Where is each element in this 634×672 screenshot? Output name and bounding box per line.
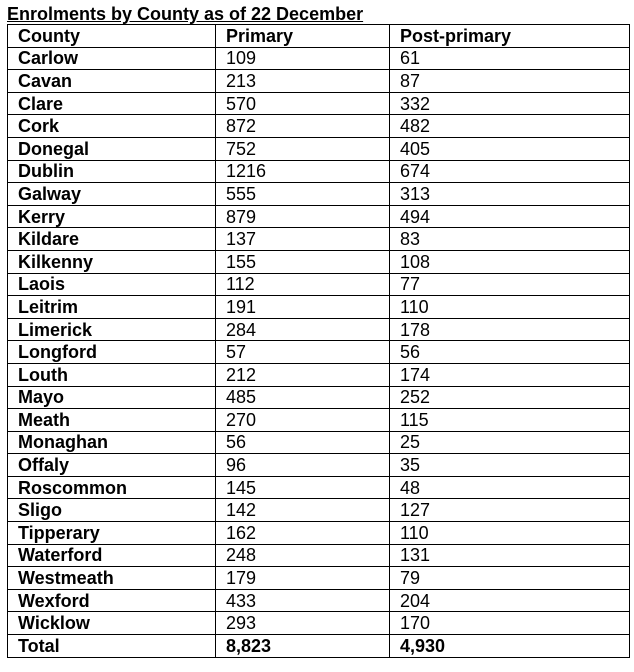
post-primary-cell: 674 bbox=[390, 160, 630, 183]
post-primary-cell: 127 bbox=[390, 499, 630, 522]
post-primary-cell: 494 bbox=[390, 205, 630, 228]
primary-cell: 213 bbox=[216, 70, 390, 93]
table-row bbox=[8, 296, 630, 319]
table-row bbox=[8, 612, 630, 635]
primary-cell: 112 bbox=[216, 273, 390, 296]
total-label: Total bbox=[8, 635, 216, 658]
table-row bbox=[8, 409, 630, 432]
county-cell: Wicklow bbox=[8, 612, 216, 635]
table-row bbox=[8, 476, 630, 499]
county-cell: Carlow bbox=[8, 47, 216, 70]
county-cell: Laois bbox=[8, 273, 216, 296]
post-primary-cell: 56 bbox=[390, 341, 630, 364]
primary-cell: 293 bbox=[216, 612, 390, 635]
table-row bbox=[8, 386, 630, 409]
primary-cell: 433 bbox=[216, 589, 390, 612]
table-row bbox=[8, 92, 630, 115]
primary-cell: 179 bbox=[216, 567, 390, 590]
primary-cell: 1216 bbox=[216, 160, 390, 183]
post-primary-cell: 108 bbox=[390, 250, 630, 273]
table-header-row bbox=[8, 25, 630, 48]
post-primary-cell: 405 bbox=[390, 137, 630, 160]
table-row bbox=[8, 363, 630, 386]
county-cell: Kerry bbox=[8, 205, 216, 228]
post-primary-cell: 332 bbox=[390, 92, 630, 115]
total-row bbox=[8, 635, 630, 658]
total-post-primary: 4,930 bbox=[390, 635, 630, 658]
post-primary-cell: 252 bbox=[390, 386, 630, 409]
primary-cell: 872 bbox=[216, 115, 390, 138]
county-cell: Wexford bbox=[8, 589, 216, 612]
table-row bbox=[8, 115, 630, 138]
county-cell: Westmeath bbox=[8, 567, 216, 590]
county-cell: Kildare bbox=[8, 228, 216, 251]
county-cell: Limerick bbox=[8, 318, 216, 341]
post-primary-cell: 313 bbox=[390, 183, 630, 206]
table-row bbox=[8, 228, 630, 251]
table-row bbox=[8, 318, 630, 341]
table-row bbox=[8, 589, 630, 612]
column-header-county: County bbox=[8, 25, 216, 48]
primary-cell: 162 bbox=[216, 522, 390, 545]
document-title: Enrolments by County as of 22 December bbox=[7, 4, 364, 24]
primary-cell: 137 bbox=[216, 228, 390, 251]
post-primary-cell: 178 bbox=[390, 318, 630, 341]
post-primary-cell: 25 bbox=[390, 431, 630, 454]
primary-cell: 212 bbox=[216, 363, 390, 386]
primary-cell: 879 bbox=[216, 205, 390, 228]
post-primary-cell: 35 bbox=[390, 454, 630, 477]
primary-cell: 270 bbox=[216, 409, 390, 432]
table-row bbox=[8, 137, 630, 160]
county-cell: Leitrim bbox=[8, 296, 216, 319]
primary-cell: 96 bbox=[216, 454, 390, 477]
post-primary-cell: 115 bbox=[390, 409, 630, 432]
post-primary-cell: 170 bbox=[390, 612, 630, 635]
table-body bbox=[8, 47, 630, 634]
county-cell: Waterford bbox=[8, 544, 216, 567]
table-row bbox=[8, 160, 630, 183]
post-primary-cell: 83 bbox=[390, 228, 630, 251]
primary-cell: 155 bbox=[216, 250, 390, 273]
column-header-post-primary: Post-primary bbox=[390, 25, 630, 48]
post-primary-cell: 131 bbox=[390, 544, 630, 567]
primary-cell: 752 bbox=[216, 137, 390, 160]
county-cell: Dublin bbox=[8, 160, 216, 183]
primary-cell: 145 bbox=[216, 476, 390, 499]
county-cell: Offaly bbox=[8, 454, 216, 477]
primary-cell: 142 bbox=[216, 499, 390, 522]
county-cell: Tipperary bbox=[8, 522, 216, 545]
primary-cell: 248 bbox=[216, 544, 390, 567]
county-cell: Donegal bbox=[8, 137, 216, 160]
primary-cell: 57 bbox=[216, 341, 390, 364]
county-cell: Louth bbox=[8, 363, 216, 386]
county-cell: Monaghan bbox=[8, 431, 216, 454]
table-row bbox=[8, 183, 630, 206]
table-row bbox=[8, 205, 630, 228]
primary-cell: 485 bbox=[216, 386, 390, 409]
county-cell: Cork bbox=[8, 115, 216, 138]
county-cell: Roscommon bbox=[8, 476, 216, 499]
primary-cell: 284 bbox=[216, 318, 390, 341]
post-primary-cell: 204 bbox=[390, 589, 630, 612]
table-row bbox=[8, 341, 630, 364]
post-primary-cell: 77 bbox=[390, 273, 630, 296]
table-row bbox=[8, 522, 630, 545]
primary-cell: 570 bbox=[216, 92, 390, 115]
county-cell: Galway bbox=[8, 183, 216, 206]
post-primary-cell: 87 bbox=[390, 70, 630, 93]
county-cell: Mayo bbox=[8, 386, 216, 409]
table-row bbox=[8, 499, 630, 522]
county-cell: Meath bbox=[8, 409, 216, 432]
table-row bbox=[8, 454, 630, 477]
primary-cell: 56 bbox=[216, 431, 390, 454]
post-primary-cell: 110 bbox=[390, 296, 630, 319]
post-primary-cell: 61 bbox=[390, 47, 630, 70]
table-row bbox=[8, 250, 630, 273]
post-primary-cell: 48 bbox=[390, 476, 630, 499]
table-row bbox=[8, 47, 630, 70]
primary-cell: 191 bbox=[216, 296, 390, 319]
post-primary-cell: 174 bbox=[390, 363, 630, 386]
table-row bbox=[8, 544, 630, 567]
post-primary-cell: 110 bbox=[390, 522, 630, 545]
county-cell: Kilkenny bbox=[8, 250, 216, 273]
county-cell: Sligo bbox=[8, 499, 216, 522]
post-primary-cell: 79 bbox=[390, 567, 630, 590]
total-primary: 8,823 bbox=[216, 635, 390, 658]
post-primary-cell: 482 bbox=[390, 115, 630, 138]
table-row bbox=[8, 431, 630, 454]
primary-cell: 109 bbox=[216, 47, 390, 70]
county-cell: Longford bbox=[8, 341, 216, 364]
county-cell: Cavan bbox=[8, 70, 216, 93]
county-cell: Clare bbox=[8, 92, 216, 115]
column-header-primary: Primary bbox=[216, 25, 390, 48]
table-row bbox=[8, 273, 630, 296]
table-row bbox=[8, 70, 630, 93]
table-row bbox=[8, 567, 630, 590]
enrolments-table bbox=[7, 24, 630, 658]
primary-cell: 555 bbox=[216, 183, 390, 206]
